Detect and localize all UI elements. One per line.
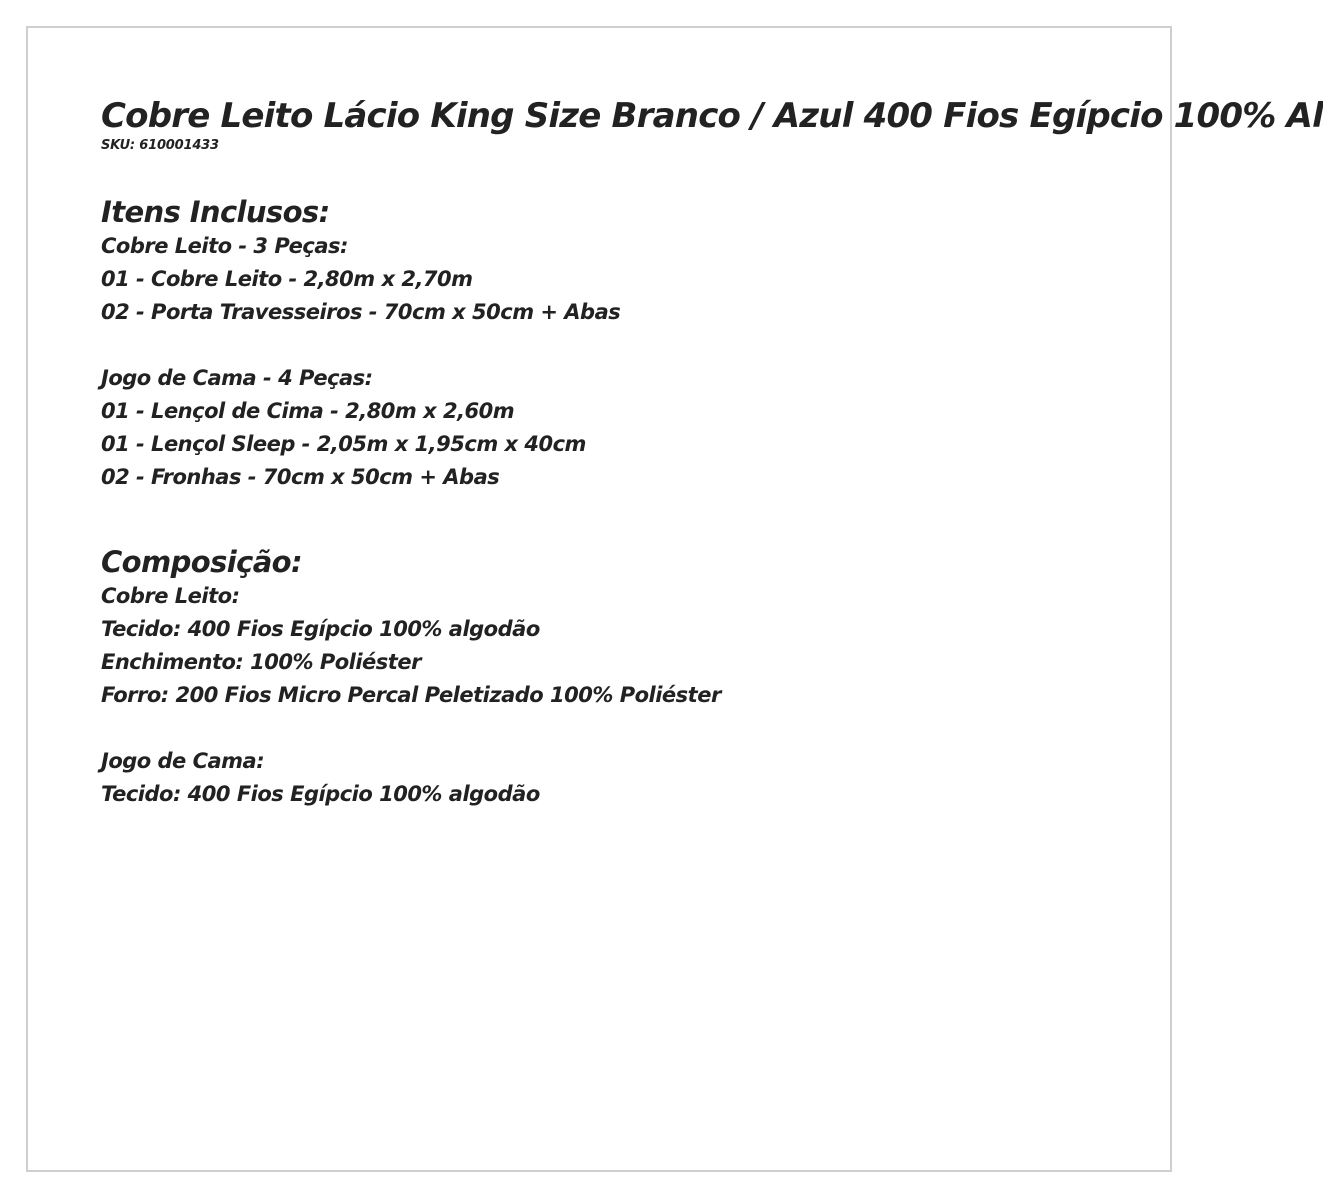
product-sku: SKU: 610001433 <box>101 138 219 153</box>
list-item: Forro: 200 Fios Micro Percal Peletizado 100% Poliéster <box>101 683 721 707</box>
composicao-cobre-leito-label: Cobre Leito: <box>101 584 240 608</box>
list-item: 01 - Lençol Sleep - 2,05m x 1,95cm x 40cm <box>101 432 586 456</box>
product-title: Cobre Leito Lácio King Size Branco / Azul 400 Fios Egípcio 100% Al <box>101 96 1323 136</box>
document-frame <box>26 26 1323 1172</box>
list-item: 01 - Cobre Leito - 2,80m x 2,70m <box>101 267 473 291</box>
list-item: 02 - Porta Travesseiros - 70cm x 50cm + Abas <box>101 300 621 324</box>
list-item: Tecido: 400 Fios Egípcio 100% algodão <box>101 782 540 806</box>
list-item: 01 - Lençol de Cima - 2,80m x 2,60m <box>101 399 515 423</box>
product-spec-content <box>101 94 1323 811</box>
itens-inclusos-heading: Itens Inclusos: <box>101 195 330 229</box>
composicao-jogo-de-cama-label: Jogo de Cama: <box>101 749 265 773</box>
itens-cobre-leito-label: Cobre Leito - 3 Peças: <box>101 234 348 258</box>
itens-jogo-de-cama-label: Jogo de Cama - 4 Peças: <box>101 366 373 390</box>
list-item: Tecido: 400 Fios Egípcio 100% algodão <box>101 617 540 641</box>
list-item: Enchimento: 100% Poliéster <box>101 650 421 674</box>
list-item: 02 - Fronhas - 70cm x 50cm + Abas <box>101 465 500 489</box>
composicao-heading: Composição: <box>101 545 302 579</box>
